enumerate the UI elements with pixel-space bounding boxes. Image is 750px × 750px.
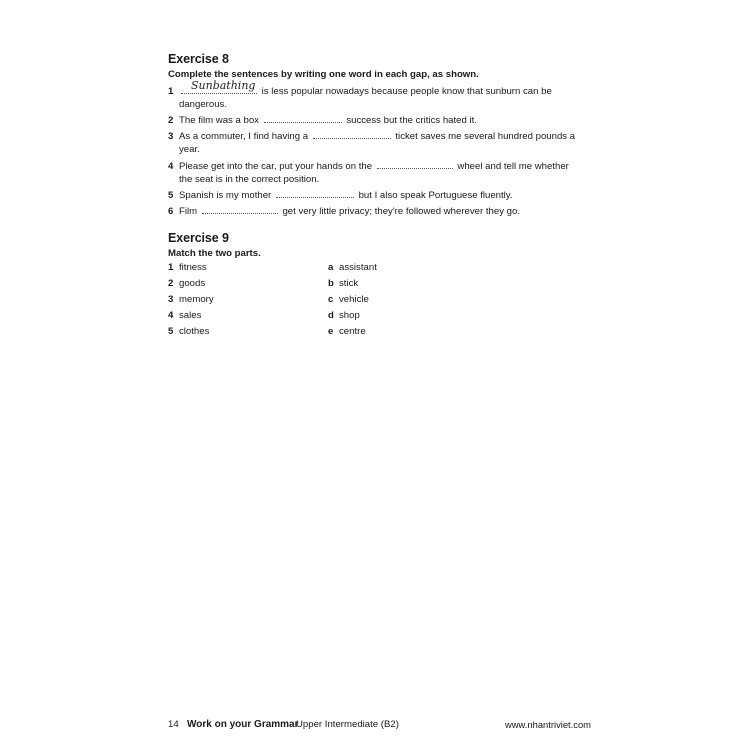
sentence-continuation: dangerous. — [179, 99, 228, 110]
page-number: 14 — [168, 719, 179, 730]
answer-gap[interactable] — [202, 205, 278, 214]
item-number: 3 — [168, 131, 174, 142]
match-number: 3 — [168, 294, 174, 305]
match-number: 2 — [168, 278, 174, 289]
match-text: centre — [339, 326, 366, 337]
sentence-text: Spanish is my mother — [179, 190, 272, 201]
match-letter: a — [328, 262, 334, 273]
answer-gap[interactable] — [276, 189, 354, 198]
item-number: 5 — [168, 190, 174, 201]
publisher-url: www.nhantriviet.com — [505, 719, 591, 730]
answer-gap[interactable] — [313, 130, 391, 139]
match-text: vehicle — [339, 294, 369, 305]
match-number: 5 — [168, 326, 174, 337]
sentence-text: ticket saves me several hundred pounds a — [395, 131, 576, 142]
sentence-text: Film — [179, 206, 198, 217]
match-letter: e — [328, 326, 334, 337]
match-text: sales — [179, 310, 202, 321]
exercise-9-title: Exercise 9 — [168, 231, 229, 245]
match-number: 1 — [168, 262, 174, 273]
match-letter: c — [328, 294, 334, 305]
sentence-text: is less popular nowadays because people know that sunburn can be — [261, 86, 552, 97]
match-letter: d — [328, 310, 334, 321]
handwritten-example-answer: Sunbathing — [191, 79, 256, 92]
sentence-continuation: year. — [179, 144, 200, 155]
sentence-text: Please get into the car, put your hands on the — [179, 161, 373, 172]
exercise-8-instruction: Complete the sentences by writing one word in each gap, as shown. — [168, 69, 479, 80]
sentence-text: get very little privacy; they're followed wherever they go. — [282, 206, 520, 217]
item-number: 4 — [168, 161, 174, 172]
match-text: shop — [339, 310, 360, 321]
item-number: 6 — [168, 206, 174, 217]
exercise-9-instruction: Match the two parts. — [168, 248, 261, 259]
match-letter: b — [328, 278, 334, 289]
book-title: Work on your Grammar — [187, 719, 299, 730]
match-number: 4 — [168, 310, 174, 321]
match-text: assistant — [339, 262, 377, 273]
match-text: fitness — [179, 262, 207, 273]
answer-gap[interactable] — [264, 114, 342, 123]
match-text: memory — [179, 294, 214, 305]
sentence-text: wheel and tell me whether — [457, 161, 569, 172]
sentence-text: but I also speak Portuguese fluently. — [358, 190, 513, 201]
sentence-continuation: the seat is in the correct position. — [179, 174, 320, 185]
answer-gap-example — [181, 79, 257, 94]
item-number: 1 — [168, 86, 174, 97]
answer-gap[interactable] — [377, 160, 453, 169]
match-text: stick — [339, 278, 359, 289]
sentence-text: As a commuter, I find having a — [179, 131, 309, 142]
sentence-text: success but the critics hated it. — [346, 115, 477, 126]
book-level: Upper Intermediate (B2) — [296, 719, 399, 730]
match-text: goods — [179, 278, 206, 289]
item-number: 2 — [168, 115, 174, 126]
match-text: clothes — [179, 326, 210, 337]
exercise-8-title: Exercise 8 — [168, 52, 229, 66]
sentence-text: The film was a box — [179, 115, 259, 126]
